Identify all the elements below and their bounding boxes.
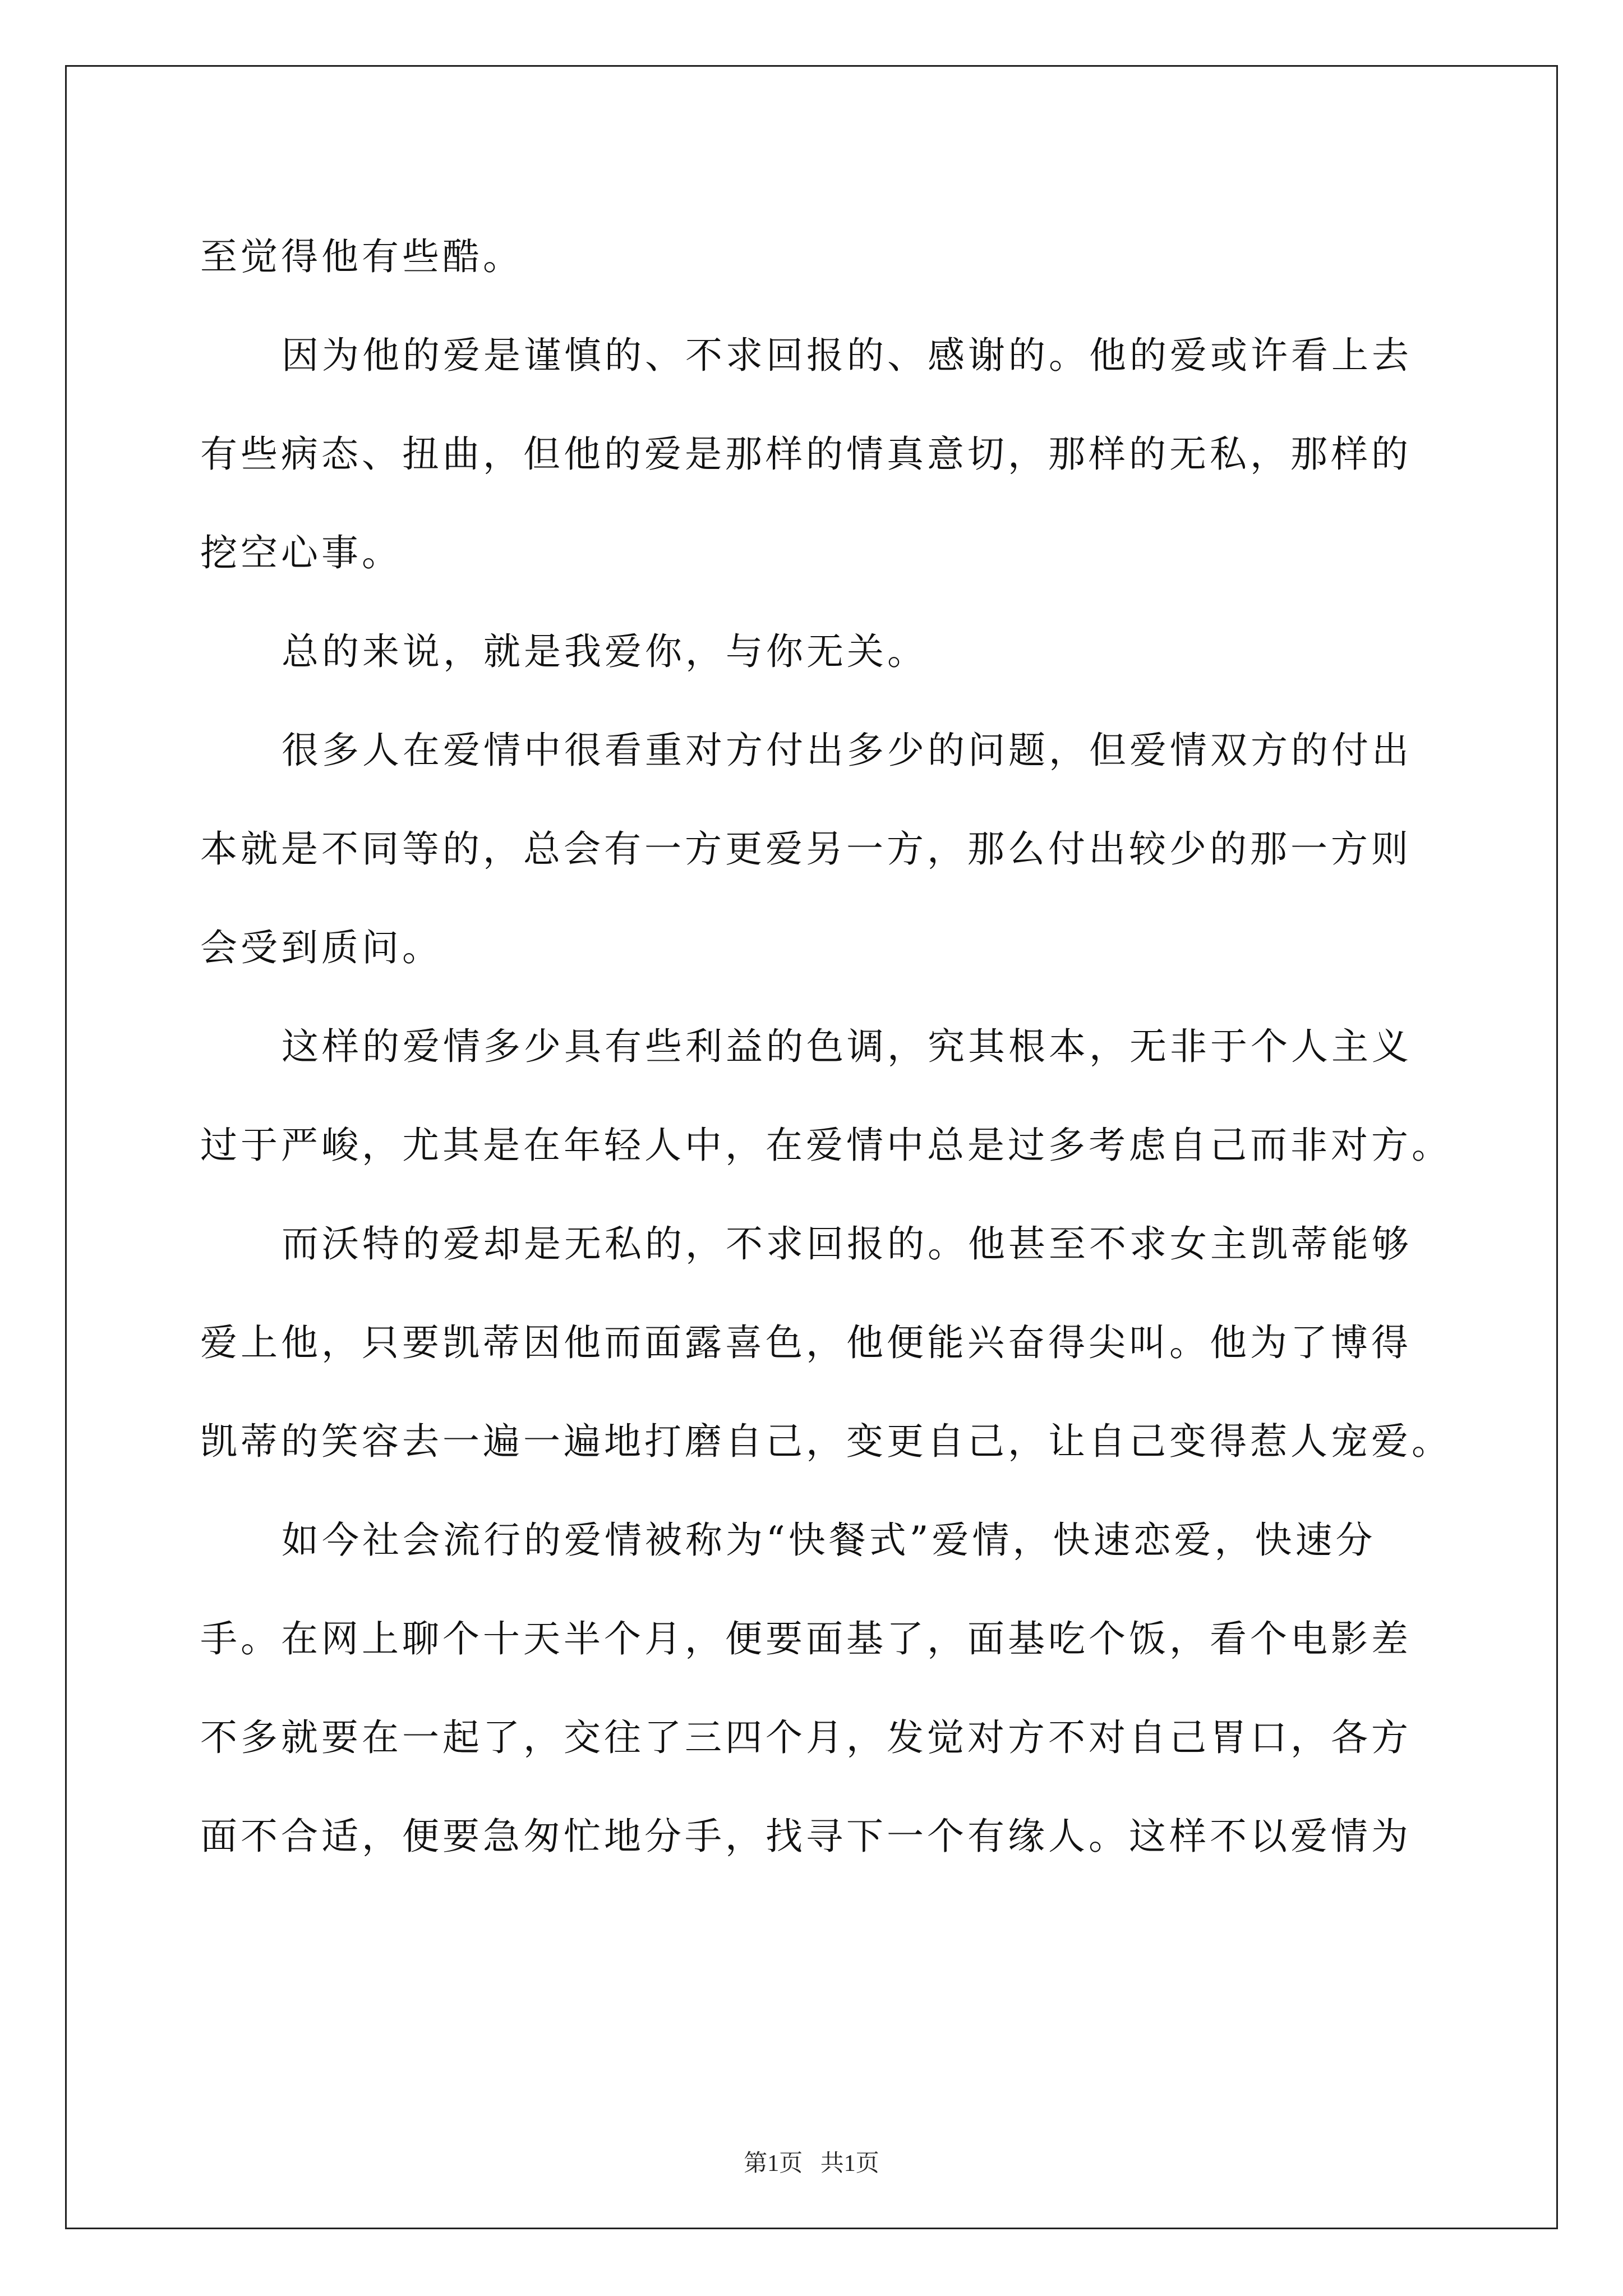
text-line: 挖空心事。 (200, 531, 402, 574)
text-line: 不多就要在一起了，交往了三四个月，发觉对方不对自己胃口，各方 (200, 1716, 1412, 1759)
document-body (200, 208, 1452, 1886)
text-line: 至觉得他有些酷。 (200, 235, 523, 278)
text-line: 总的来说，就是我爱你，与你无关。 (282, 630, 928, 673)
text-line: 本就是不同等的，总会有一方更爱另一方，那么付出较少的那一方则 (200, 827, 1412, 871)
text-line: 会受到质问。 (200, 926, 442, 969)
text-line: 面不合适，便要急匆忙地分手，找寻下一个有缘人。这样不以爱情为 (200, 1815, 1412, 1858)
text-line: 很多人在爱情中很看重对方付出多少的问题，但爱情双方的付出 (282, 729, 1412, 772)
text-line: 手。在网上聊个十天半个月，便要面基了，面基吃个饭，看个电影差 (200, 1617, 1412, 1660)
text-line: 过于严峻，尤其是在年轻人中，在爱情中总是过多考虑自己而非对方。 (200, 1124, 1452, 1167)
page-footer: 第1页 共1页 (744, 2151, 879, 2177)
text-line: 凯蒂的笑容去一遍一遍地打磨自己，变更自己，让自己变得惹人宠爱。 (200, 1420, 1452, 1463)
text-line: 爱上他，只要凯蒂因他而面露喜色，他便能兴奋得尖叫。他为了博得 (200, 1321, 1412, 1364)
text-line: 有些病态、扭曲，但他的爱是那样的情真意切，那样的无私，那样的 (200, 432, 1412, 476)
text-line: 而沃特的爱却是无私的，不求回报的。他甚至不求女主凯蒂能够 (282, 1222, 1412, 1266)
text-line: 如今社会流行的爱情被称为“快餐式”爱情，快速恋爱，快速分 (282, 1519, 1376, 1562)
text-line: 这样的爱情多少具有些利益的色调，究其根本，无非于个人主义 (282, 1025, 1412, 1068)
text-line: 因为他的爱是谨慎的、不求回报的、感谢的。他的爱或许看上去 (282, 334, 1412, 377)
